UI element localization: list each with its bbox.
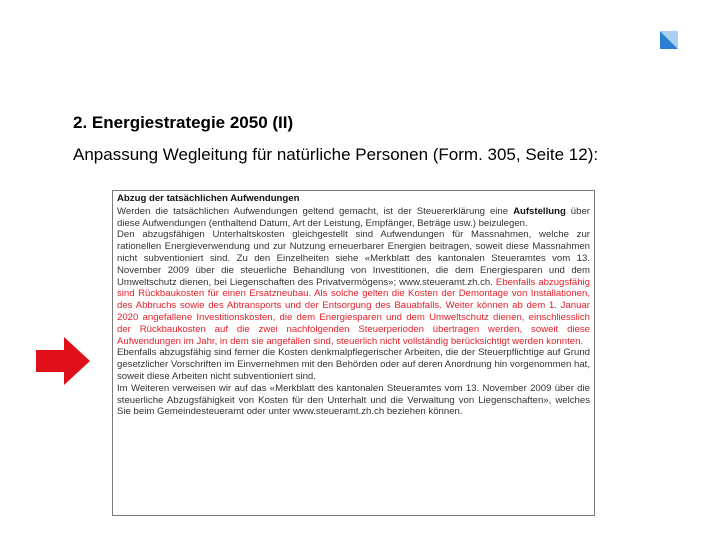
paragraph-2-text: Den abzugsfähigen Unterhaltskosten gleichgestellt sind Aufwendungen für Massnahmen, welche zur rationellen Energieverwendung und zur Nutzung erneuerbarer Energien beitragen, soweit diese Massnahmen nicht subventioniert sind. Zu den Einzelheiten siehe «Merkblatt des kantonalen Steueramtes vom 13. November 2009 über die steuerliche Behandlung von Investitionen, die dem Energiesparen und dem Umweltschutz dienen, bei Liegenschaften des Privatvermögens»; www.steueramt.zh.ch. <box>117 229 590 288</box>
document-excerpt <box>112 190 595 516</box>
paragraph-1-bold: Aufstellung <box>513 205 566 217</box>
document-paragraph-2 <box>117 229 590 347</box>
paragraph-1-text-a: Werden die tatsächlichen Aufwendungen geltend gemacht, ist der Steuererklärung eine <box>117 205 514 217</box>
paragraph-1-text-b: über diese Aufwendungen (enthaltend Datum, Art der Leistung, Empfänger, Beträge usw.) beizulegen. <box>117 205 591 229</box>
document-paragraph-4: Im Weiteren verweisen wir auf das «Merkblatt des kantonalen Steueramtes vom 13. November 2009 über die steuerliche Abzugsfähigkeit von Kosten für den Unterhalt und die Verwaltung von Liegenschaften», welches Sie beim Gemeindesteueramt oder unter www.steueramt.zh.ch beziehen können. <box>117 382 590 418</box>
slide-heading: 2. Energiestrategie 2050 (II) <box>73 113 294 132</box>
document-paragraph-1 <box>117 206 590 230</box>
document-paragraph-3: Ebenfalls abzugsfähig sind ferner die Kosten denkmalpflegerischer Arbeiten, die der Steuerpflichtige auf Grund gesetzlicher Vorschriften im Einvernehmen mit den Behörden oder auf deren Anordnung hin vorgenommen hat, soweit diese Arbeiten nicht subventioniert sind. <box>117 347 590 382</box>
red-arrow-icon <box>36 337 90 385</box>
slide-subheading: Anpassung Wegleitung für natürliche Personen (Form. 305, Seite 12): <box>73 145 599 164</box>
document-title: Abzug der tatsächlichen Aufwendungen <box>117 193 300 204</box>
corner-logo-icon <box>660 31 678 49</box>
paragraph-2-highlight: Ebenfalls abzugsfähig sind Rückbaukosten für einen Ersatzneubau. Als solche gelten die Kosten der Demontage von Installationen, des Abbruchs sowie des Abtransports und der Entsorgung des Bauabfalls. Weiter können ab dem 1. Januar 2020 angefallene Investitionskosten, die dem Energiesparen und dem Umweltschutz dienen, einschliesslich der Rückbaukosten auf die zwei nachfolgenden Steuerperioden übertragen werden, soweit diese Aufwendungen im Jahr, in dem sie angefallen sind, steuerlich nicht vollständig berücksichtigt werden konnten. <box>117 276 590 347</box>
